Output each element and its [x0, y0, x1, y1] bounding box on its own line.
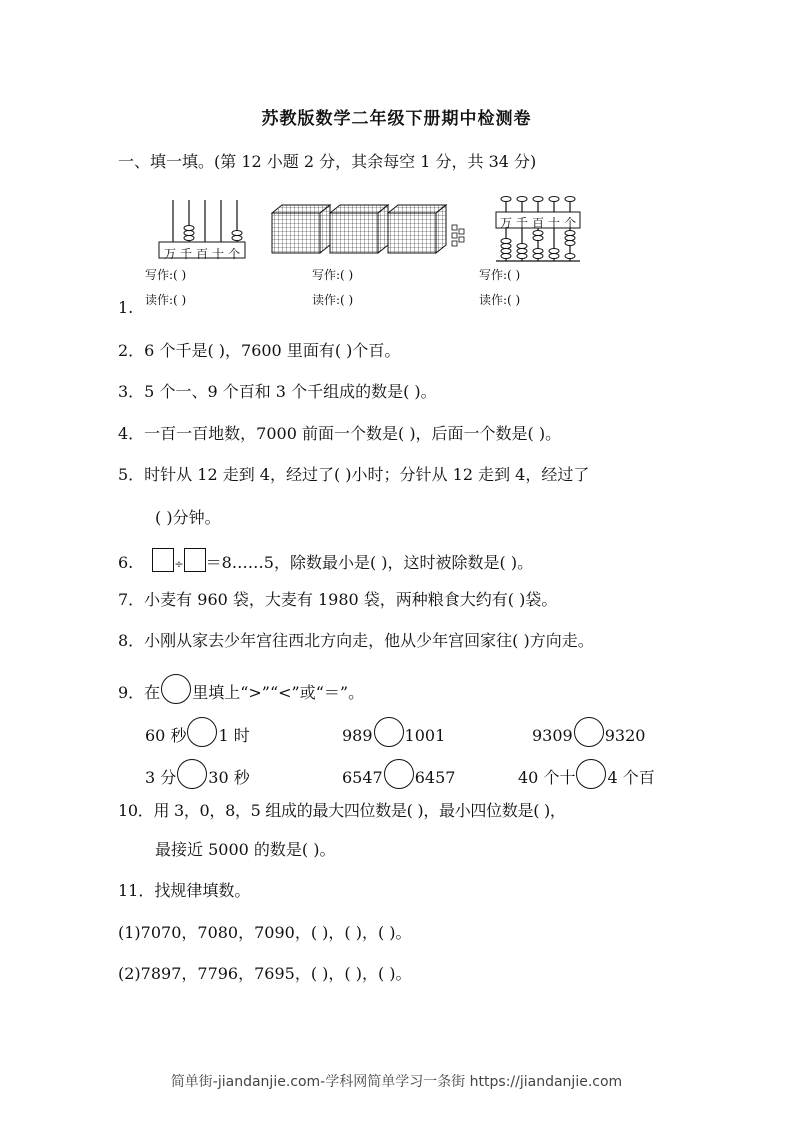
question-8: 8．小刚从家去少年宫往西北方向走，他从少年宫回家往( )方向走。 — [118, 631, 594, 650]
divisor-box — [184, 548, 206, 572]
question-2: 2．6 个千是( )，7600 里面有( )个百。 — [118, 341, 401, 360]
abacus-1-labels: 万千百十个 — [164, 247, 245, 261]
read-blank-3: 读作:( ) — [479, 293, 521, 307]
question-5-line-2: ( )分钟。 — [155, 508, 221, 527]
section-heading: 一、填一填。(第 12 小题 2 分，其余每空 1 分，共 34 分) — [118, 152, 537, 171]
question-11-part-1: (1)7070，7080，7090，( )，( )，( )。 — [118, 923, 412, 942]
compare-circle — [374, 717, 404, 747]
question-5-line-1: 5．时针从 12 走到 4，经过了( )小时；分针从 12 走到 4，经过了 — [118, 465, 590, 484]
compare-item-5: 6547 6457 — [342, 759, 455, 789]
compare-circle — [187, 717, 217, 747]
compare-circle — [384, 759, 414, 789]
write-blank-2: 写作:( ) — [312, 268, 354, 282]
compare-item-6: 40 个十 4 个百 — [518, 759, 655, 789]
write-blank-1: 写作:( ) — [145, 268, 187, 282]
page-title: 苏教版数学二年级下册期中检测卷 — [261, 109, 532, 129]
abacus-2-labels: 万千百十个 — [500, 216, 581, 230]
question-7: 7．小麦有 960 袋，大麦有 1980 袋，两种粮食大约有( )袋。 — [118, 590, 558, 609]
thousand-cubes-figure — [270, 203, 470, 255]
compare-item-4: 3 分 30 秒 — [145, 759, 250, 789]
question-11: 11．找规律填数。 — [118, 881, 251, 900]
question-1-number: 1. — [118, 298, 134, 317]
question-10-line-1: 10．用 3，0，8，5 组成的最大四位数是( )，最小四位数是( )， — [118, 801, 566, 820]
compare-circle — [177, 759, 207, 789]
read-blank-1: 读作:( ) — [145, 293, 187, 307]
compare-item-1: 60 秒 1 时 — [145, 717, 250, 747]
compare-item-3: 9309 9320 — [532, 717, 645, 747]
question-3: 3．5 个一、9 个百和 3 个千组成的数是( )。 — [118, 382, 437, 401]
footer-source: 简单街-jiandanjie.com-学科网简单学习一条街 https://jiandanjie.com — [170, 1074, 623, 1090]
question-6: 6. ÷ ＝8……5，除数最小是( )，这时被除数是( )。 — [118, 548, 533, 573]
compare-circle — [576, 759, 606, 789]
read-blank-2: 读作:( ) — [312, 293, 354, 307]
question-10-line-2: 最接近 5000 的数是( )。 — [155, 840, 336, 859]
dividend-box — [152, 548, 174, 572]
question-4: 4．一百一百地数，7000 前面一个数是( )，后面一个数是( )。 — [118, 424, 562, 443]
compare-item-2: 989 1001 — [342, 717, 445, 747]
write-blank-3: 写作:( ) — [479, 268, 521, 282]
question-9: 9．在 里填上“>”“<”或“＝”。 — [118, 674, 364, 704]
compare-circle — [574, 717, 604, 747]
question-11-part-2: (2)7897，7796，7695，( )，( )，( )。 — [118, 964, 412, 983]
compare-circle-example — [161, 674, 191, 704]
